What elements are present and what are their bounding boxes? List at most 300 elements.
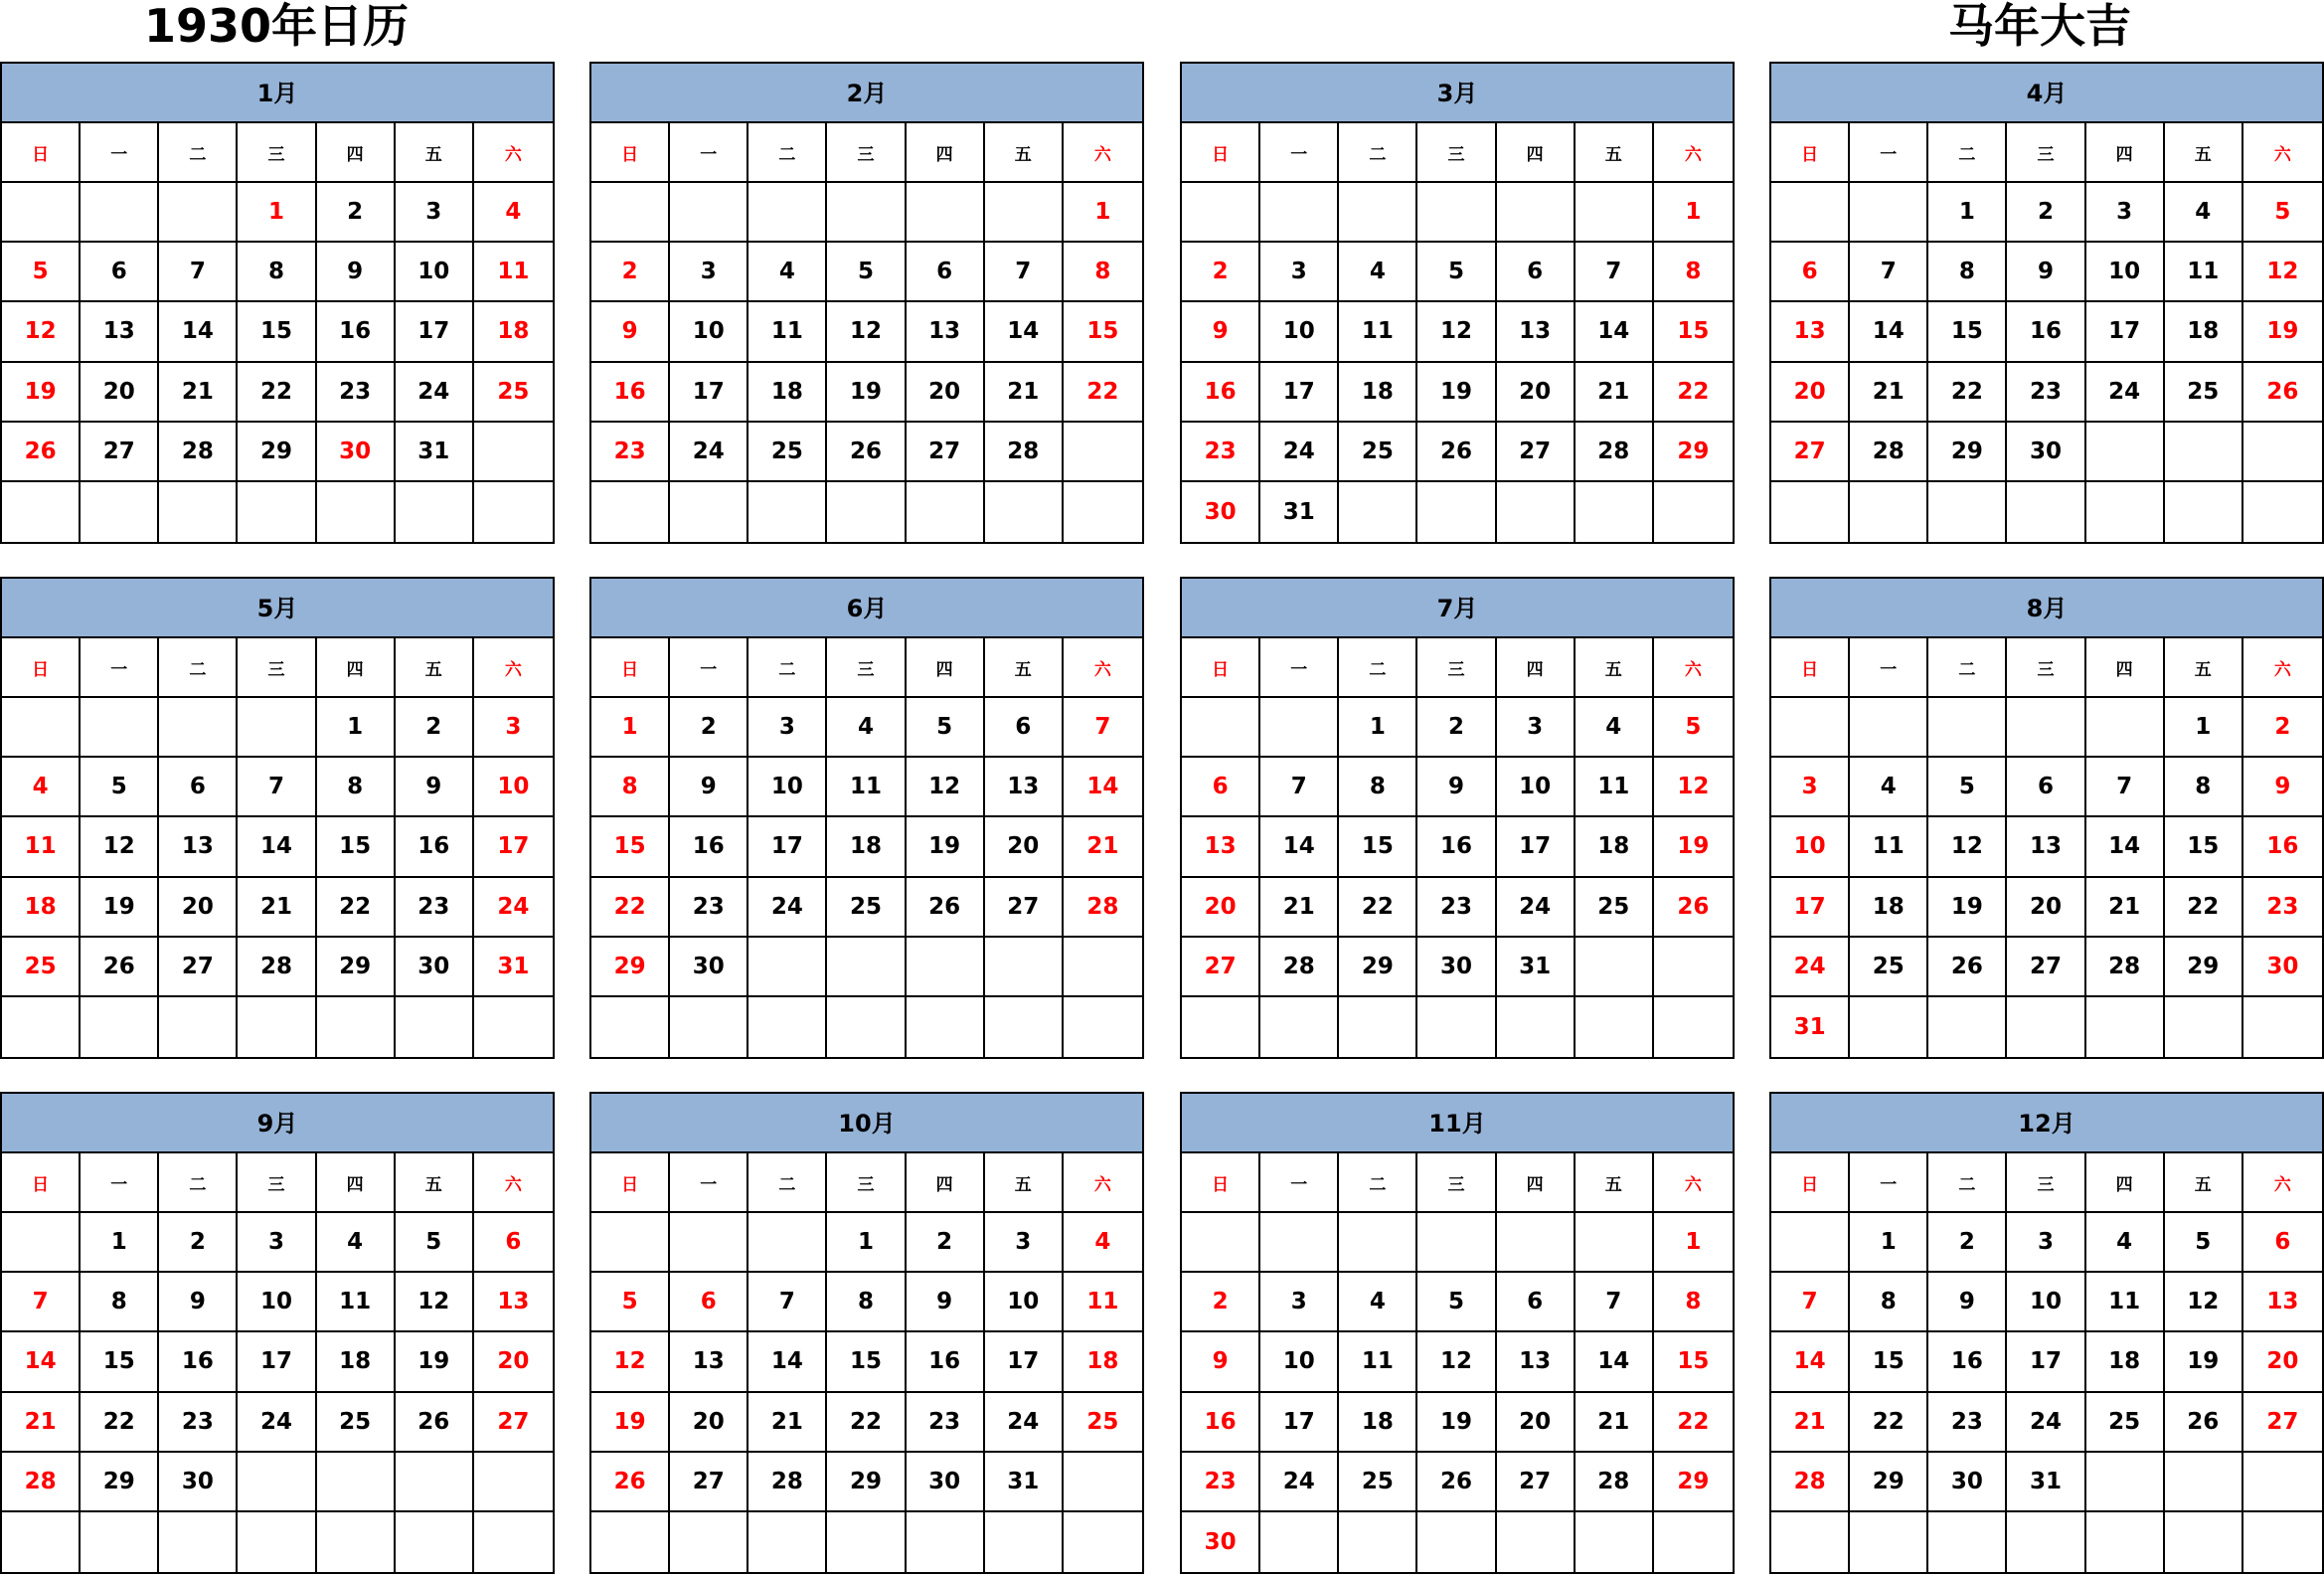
day-cell: 21 [1064,817,1142,877]
month-calendar [0,62,555,544]
empty-cell [1260,1213,1339,1273]
day-cell: 25 [1339,1453,1417,1512]
empty-cell [748,183,827,243]
day-cell: 12 [1928,817,2007,877]
day-cell: 9 [1182,302,1260,362]
weekday-label: 二 [748,638,827,698]
empty-cell [396,482,474,542]
day-cell: 30 [159,1453,238,1512]
day-cell: 18 [1850,878,1928,938]
day-cell: 25 [474,363,553,423]
weekday-label: 一 [1260,1153,1339,1213]
day-cell: 23 [2243,878,2322,938]
weekday-label: 五 [2165,123,2243,183]
weekday-label: 二 [1339,638,1417,698]
weekday-label: 三 [1417,123,1496,183]
day-cell: 8 [1064,243,1142,302]
empty-cell [2,997,81,1057]
day-cell: 3 [474,698,553,758]
day-cell: 16 [1182,1393,1260,1453]
day-cell: 7 [1576,243,1654,302]
day-cell: 8 [1850,1273,1928,1332]
day-cell: 25 [1576,878,1654,938]
empty-cell [1928,698,2007,758]
day-cell: 22 [317,878,396,938]
weekday-label: 二 [159,1153,238,1213]
weekday-label: 六 [1654,638,1733,698]
weekday-label: 一 [81,638,159,698]
empty-cell [1576,997,1654,1057]
day-cell: 14 [2086,817,2165,877]
empty-cell [396,997,474,1057]
day-cell: 20 [474,1332,553,1392]
empty-cell [1497,997,1576,1057]
day-cell: 13 [1497,1332,1576,1392]
day-cell: 15 [81,1332,159,1392]
day-cell: 24 [1497,878,1576,938]
day-cell: 6 [81,243,159,302]
day-cell: 24 [396,363,474,423]
day-cell: 18 [748,363,827,423]
weekday-label: 六 [1064,638,1142,698]
empty-cell [2086,1512,2165,1572]
weekday-label: 二 [159,638,238,698]
day-cell: 16 [1928,1332,2007,1392]
day-cell: 17 [2007,1332,2085,1392]
day-cell: 21 [1576,363,1654,423]
weekday-label: 日 [1182,123,1260,183]
day-cell: 17 [1260,363,1339,423]
day-cell: 21 [1771,1393,1850,1453]
day-cell: 21 [985,363,1064,423]
day-cell: 1 [81,1213,159,1273]
page-slogan: 马年大吉 [1948,0,2131,53]
empty-cell [2086,423,2165,482]
day-cell: 6 [1771,243,1850,302]
day-cell: 6 [985,698,1064,758]
empty-cell [2243,997,2322,1057]
day-cell: 9 [1928,1273,2007,1332]
month-grid [591,123,1142,542]
day-cell: 22 [1654,363,1733,423]
weekday-label: 五 [396,638,474,698]
weekday-label: 一 [670,1153,748,1213]
day-cell: 19 [2,363,81,423]
day-cell: 19 [1654,817,1733,877]
day-cell: 5 [1417,1273,1496,1332]
day-cell: 4 [1339,1273,1417,1332]
empty-cell [1417,1213,1496,1273]
day-cell: 21 [159,363,238,423]
day-cell: 5 [2165,1213,2243,1273]
day-cell: 28 [238,938,316,997]
empty-cell [591,1512,670,1572]
day-cell: 14 [1771,1332,1850,1392]
day-cell: 14 [1260,817,1339,877]
empty-cell [474,1453,553,1512]
weekday-label: 二 [748,1153,827,1213]
empty-cell [1339,482,1417,542]
weekday-label: 六 [474,638,553,698]
day-cell: 23 [1928,1393,2007,1453]
day-cell: 12 [827,302,906,362]
month-calendar [0,577,555,1059]
day-cell: 4 [1576,698,1654,758]
day-cell: 1 [1339,698,1417,758]
day-cell: 11 [1576,758,1654,817]
day-cell: 11 [2165,243,2243,302]
day-cell: 22 [2165,878,2243,938]
day-cell: 11 [1064,1273,1142,1332]
day-cell: 15 [1654,302,1733,362]
day-cell: 18 [827,817,906,877]
weekday-label: 六 [1064,1153,1142,1213]
empty-cell [907,997,985,1057]
weekday-label: 四 [907,638,985,698]
day-cell: 9 [1182,1332,1260,1392]
day-cell: 18 [1339,363,1417,423]
weekday-label: 日 [591,123,670,183]
day-cell: 23 [2007,363,2085,423]
day-cell: 5 [1654,698,1733,758]
day-cell: 25 [827,878,906,938]
empty-cell [159,698,238,758]
day-cell: 10 [1771,817,1850,877]
day-cell: 27 [2007,938,2085,997]
day-cell: 18 [2,878,81,938]
empty-cell [1497,1213,1576,1273]
weekday-label: 日 [591,1153,670,1213]
day-cell: 4 [1064,1213,1142,1273]
month-title: 7月 [1182,579,1733,638]
day-cell: 5 [2243,183,2322,243]
empty-cell [1497,183,1576,243]
empty-cell [238,997,316,1057]
month-grid [1182,123,1733,542]
day-cell: 12 [2165,1273,2243,1332]
month-calendar [1180,1092,1735,1574]
day-cell: 9 [1417,758,1496,817]
day-cell: 15 [1850,1332,1928,1392]
day-cell: 19 [591,1393,670,1453]
empty-cell [985,482,1064,542]
day-cell: 10 [1497,758,1576,817]
day-cell: 17 [238,1332,316,1392]
day-cell: 4 [2,758,81,817]
day-cell: 15 [827,1332,906,1392]
day-cell: 15 [238,302,316,362]
day-cell: 8 [827,1273,906,1332]
day-cell: 17 [396,302,474,362]
day-cell: 25 [317,1393,396,1453]
empty-cell [2165,482,2243,542]
month-calendar [1180,577,1735,1059]
day-cell: 2 [1182,243,1260,302]
day-cell: 16 [591,363,670,423]
weekday-label: 六 [2243,123,2322,183]
day-cell: 28 [2,1453,81,1512]
day-cell: 20 [1182,878,1260,938]
empty-cell [2,482,81,542]
empty-cell [1850,1512,1928,1572]
weekday-label: 三 [1417,638,1496,698]
day-cell: 19 [1928,878,2007,938]
empty-cell [238,1512,316,1572]
day-cell: 29 [1654,423,1733,482]
day-cell: 26 [1417,1453,1496,1512]
weekday-label: 三 [827,123,906,183]
day-cell: 21 [1260,878,1339,938]
empty-cell [1576,938,1654,997]
day-cell: 8 [81,1273,159,1332]
month-title: 3月 [1182,64,1733,123]
empty-cell [1260,698,1339,758]
day-cell: 6 [907,243,985,302]
empty-cell [1850,698,1928,758]
day-cell: 27 [1182,938,1260,997]
month-calendar [0,1092,555,1574]
day-cell: 26 [827,423,906,482]
weekday-label: 六 [474,1153,553,1213]
day-cell: 8 [317,758,396,817]
day-cell: 24 [985,1393,1064,1453]
empty-cell [317,1512,396,1572]
empty-cell [1654,1512,1733,1572]
day-cell: 6 [670,1273,748,1332]
day-cell: 15 [1064,302,1142,362]
day-cell: 8 [1654,243,1733,302]
empty-cell [907,1512,985,1572]
empty-cell [985,1512,1064,1572]
month-calendar [589,1092,1144,1574]
empty-cell [474,997,553,1057]
empty-cell [1339,1213,1417,1273]
weekday-label: 一 [1850,1153,1928,1213]
empty-cell [748,482,827,542]
day-cell: 27 [907,423,985,482]
weekday-label: 日 [1771,638,1850,698]
day-cell: 22 [81,1393,159,1453]
empty-cell [1339,183,1417,243]
empty-cell [2243,1512,2322,1572]
day-cell: 20 [2007,878,2085,938]
day-cell: 27 [1497,1453,1576,1512]
empty-cell [159,482,238,542]
day-cell: 16 [670,817,748,877]
day-cell: 11 [2,817,81,877]
day-cell: 23 [1417,878,1496,938]
day-cell: 6 [2243,1213,2322,1273]
day-cell: 20 [985,817,1064,877]
month-title: 4月 [1771,64,2322,123]
day-cell: 19 [1417,363,1496,423]
empty-cell [81,183,159,243]
empty-cell [1064,1453,1142,1512]
day-cell: 28 [2086,938,2165,997]
day-cell: 17 [670,363,748,423]
day-cell: 19 [2243,302,2322,362]
day-cell: 14 [985,302,1064,362]
day-cell: 2 [2007,183,2085,243]
empty-cell [1417,997,1496,1057]
day-cell: 31 [474,938,553,997]
empty-cell [2,183,81,243]
day-cell: 14 [2,1332,81,1392]
month-title: 10月 [591,1094,1142,1153]
empty-cell [670,997,748,1057]
weekday-label: 一 [1260,123,1339,183]
empty-cell [985,183,1064,243]
day-cell: 2 [159,1213,238,1273]
day-cell: 20 [81,363,159,423]
day-cell: 3 [1260,1273,1339,1332]
day-cell: 25 [2165,363,2243,423]
day-cell: 23 [670,878,748,938]
day-cell: 14 [748,1332,827,1392]
day-cell: 12 [907,758,985,817]
day-cell: 5 [1928,758,2007,817]
day-cell: 21 [2,1393,81,1453]
empty-cell [1576,183,1654,243]
day-cell: 12 [1654,758,1733,817]
empty-cell [748,1213,827,1273]
day-cell: 13 [2007,817,2085,877]
empty-cell [670,183,748,243]
day-cell: 3 [748,698,827,758]
day-cell: 24 [748,878,827,938]
weekday-label: 五 [985,638,1064,698]
day-cell: 27 [670,1453,748,1512]
empty-cell [2243,1453,2322,1512]
day-cell: 16 [159,1332,238,1392]
day-cell: 1 [1928,183,2007,243]
day-cell: 6 [474,1213,553,1273]
day-cell: 11 [1339,302,1417,362]
day-cell: 3 [985,1213,1064,1273]
day-cell: 7 [1260,758,1339,817]
day-cell: 30 [1928,1453,2007,1512]
day-cell: 4 [827,698,906,758]
day-cell: 11 [1850,817,1928,877]
day-cell: 11 [1339,1332,1417,1392]
day-cell: 27 [159,938,238,997]
empty-cell [827,997,906,1057]
empty-cell [317,1453,396,1512]
empty-cell [1771,482,1850,542]
day-cell: 27 [81,423,159,482]
day-cell: 15 [1928,302,2007,362]
day-cell: 30 [2007,423,2085,482]
month-title: 2月 [591,64,1142,123]
day-cell: 3 [2086,183,2165,243]
month-calendar [1769,62,2324,544]
day-cell: 5 [907,698,985,758]
empty-cell [1928,1512,2007,1572]
day-cell: 6 [1497,243,1576,302]
weekday-label: 五 [985,123,1064,183]
empty-cell [2165,1512,2243,1572]
weekday-label: 三 [238,638,316,698]
day-cell: 11 [2086,1273,2165,1332]
day-cell: 1 [2165,698,2243,758]
day-cell: 16 [2243,817,2322,877]
day-cell: 17 [1771,878,1850,938]
day-cell: 31 [1497,938,1576,997]
empty-cell [474,423,553,482]
day-cell: 3 [2007,1213,2085,1273]
day-cell: 29 [1850,1453,1928,1512]
month-grid [1771,123,2322,542]
day-cell: 6 [1182,758,1260,817]
empty-cell [748,1512,827,1572]
weekday-label: 六 [2243,638,2322,698]
empty-cell [1182,183,1260,243]
day-cell: 3 [238,1213,316,1273]
day-cell: 29 [591,938,670,997]
day-cell: 30 [1417,938,1496,997]
empty-cell [827,1512,906,1572]
day-cell: 25 [748,423,827,482]
day-cell: 9 [2243,758,2322,817]
day-cell: 26 [81,938,159,997]
day-cell: 21 [1850,363,1928,423]
empty-cell [1260,183,1339,243]
day-cell: 30 [396,938,474,997]
month-calendar [1180,62,1735,544]
day-cell: 6 [159,758,238,817]
empty-cell [670,482,748,542]
weekday-label: 一 [81,1153,159,1213]
day-cell: 16 [907,1332,985,1392]
day-cell: 20 [1497,1393,1576,1453]
empty-cell [396,1453,474,1512]
day-cell: 12 [396,1273,474,1332]
empty-cell [317,997,396,1057]
weekday-label: 一 [670,638,748,698]
day-cell: 14 [1576,1332,1654,1392]
day-cell: 13 [81,302,159,362]
empty-cell [1497,1512,1576,1572]
day-cell: 12 [1417,302,1496,362]
weekday-label: 四 [1497,638,1576,698]
empty-cell [238,1453,316,1512]
weekday-label: 二 [748,123,827,183]
empty-cell [907,183,985,243]
month-grid [591,638,1142,1057]
day-cell: 30 [907,1453,985,1512]
page-title: 1930年日历 [144,0,410,53]
empty-cell [1182,1213,1260,1273]
weekday-label: 四 [317,638,396,698]
weekday-label: 四 [2086,1153,2165,1213]
day-cell: 9 [317,243,396,302]
day-cell: 9 [2007,243,2085,302]
empty-cell [1182,698,1260,758]
day-cell: 12 [81,817,159,877]
day-cell: 10 [1260,1332,1339,1392]
weekday-label: 二 [1339,1153,1417,1213]
month-title: 11月 [1182,1094,1733,1153]
empty-cell [159,1512,238,1572]
day-cell: 19 [81,878,159,938]
day-cell: 19 [396,1332,474,1392]
empty-cell [827,482,906,542]
day-cell: 23 [1182,423,1260,482]
day-cell: 13 [159,817,238,877]
empty-cell [2165,1453,2243,1512]
day-cell: 17 [2086,302,2165,362]
day-cell: 25 [2086,1393,2165,1453]
